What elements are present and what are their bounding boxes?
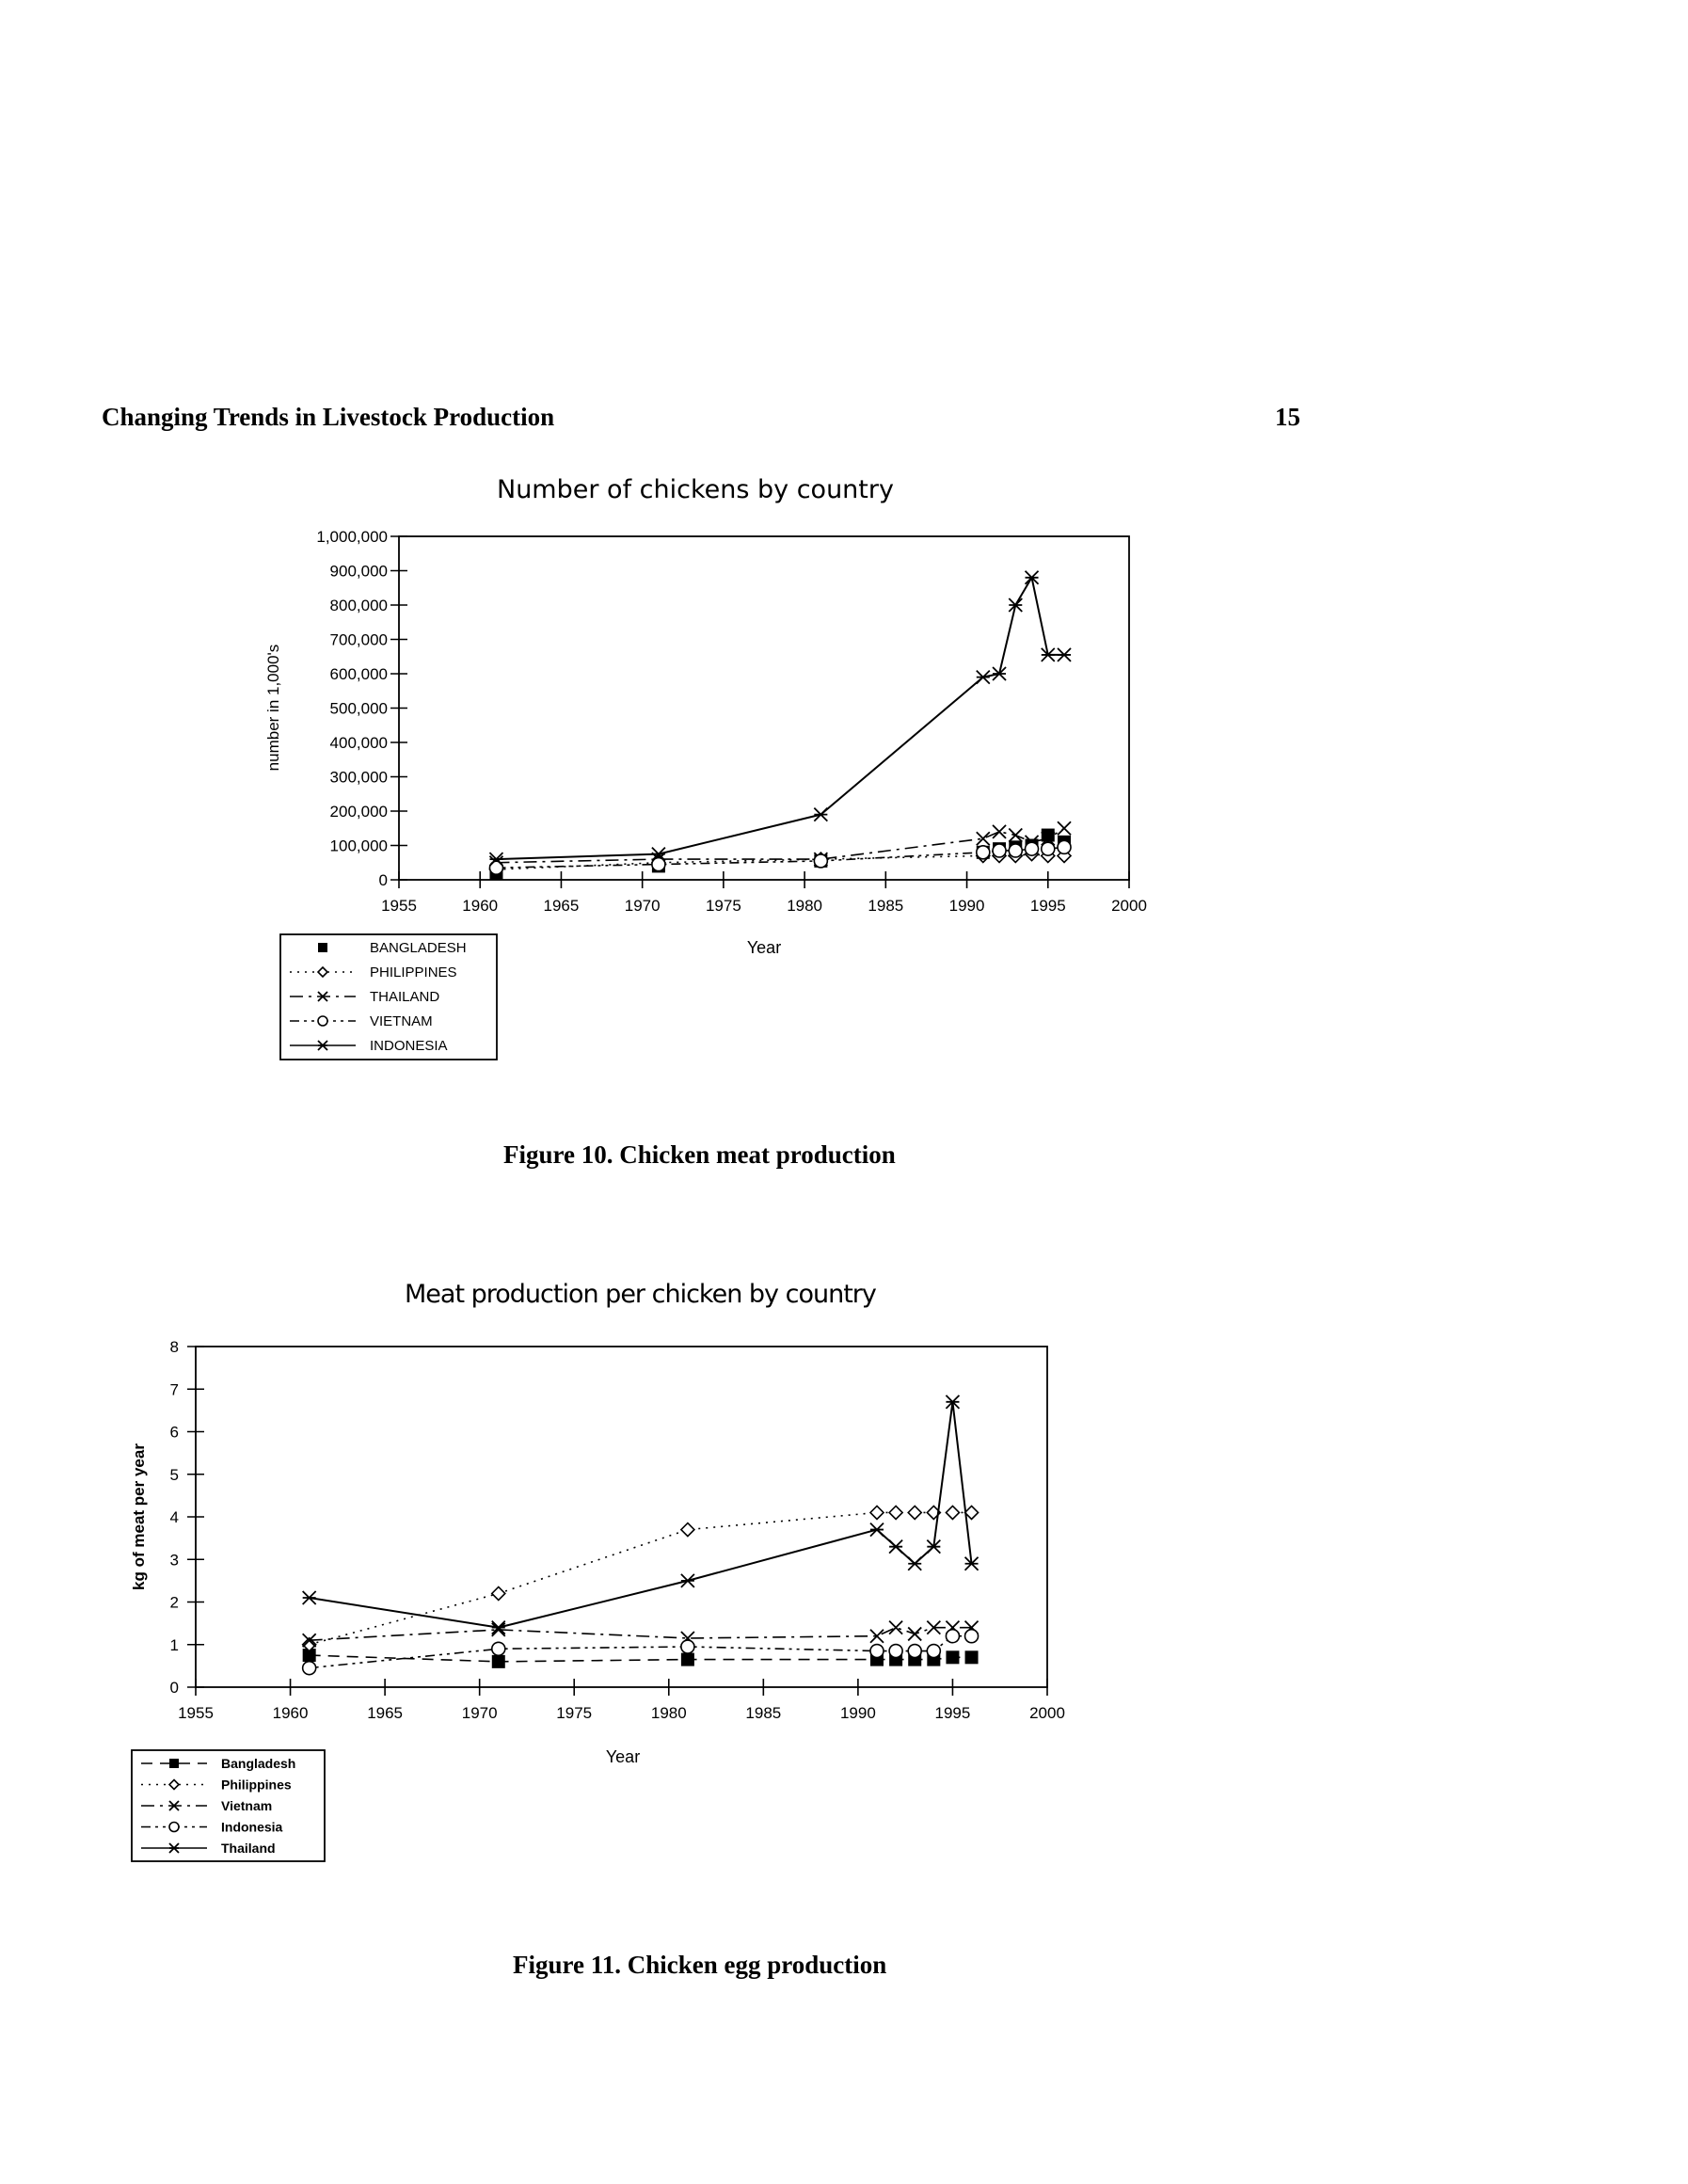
chart-title-chickens: Number of chickens by country xyxy=(497,475,894,504)
chart2-y-tick-label: 3 xyxy=(169,1551,179,1570)
chart1-legend-label-indonesia: INDONESIA xyxy=(370,1038,448,1054)
chart2-y-tick-label: 7 xyxy=(169,1380,179,1399)
chart1-data-point-vietnam xyxy=(977,846,990,859)
chart2-data-point-indonesia xyxy=(870,1645,884,1658)
chart1-x-tick-label: 1955 xyxy=(381,897,417,915)
chart2-data-point-bangladesh xyxy=(492,1655,505,1668)
chart2-data-point-thailand xyxy=(681,1574,694,1587)
chart2-data-point-vietnam xyxy=(908,1627,921,1640)
chart1-data-point-vietnam xyxy=(1042,842,1055,855)
chart2-y-tick-label: 8 xyxy=(169,1338,179,1356)
figure-10-caption: Figure 10. Chicken meat production xyxy=(503,1140,896,1169)
chart2-data-point-thailand xyxy=(889,1540,902,1554)
chart1-data-point-vietnam xyxy=(1026,842,1039,855)
chart1-y-tick-label: 200,000 xyxy=(329,803,388,821)
chart1-x-tick-label: 1980 xyxy=(787,897,823,915)
chart1-y-tick-label: 700,000 xyxy=(329,630,388,649)
figure-11-caption: Figure 11. Chicken egg production xyxy=(513,1951,887,1979)
chart1-data-point-thailand xyxy=(993,825,1006,838)
chart1-data-point-thailand xyxy=(1058,821,1071,835)
chart2-data-point-indonesia xyxy=(908,1645,921,1658)
chart2-plot-area xyxy=(196,1347,1047,1687)
chart2-y-tick-label: 2 xyxy=(169,1593,179,1612)
chart1-y-tick-label: 500,000 xyxy=(329,699,388,718)
chart2-data-point-bangladesh xyxy=(681,1653,694,1666)
chart2-data-point-thailand xyxy=(303,1591,316,1604)
chart2-y-axis-title: kg of meat per year xyxy=(130,1443,148,1590)
chart2-data-point-bangladesh xyxy=(965,1650,979,1664)
chart1-data-point-indonesia xyxy=(814,808,827,821)
chart2-y-tick-label: 1 xyxy=(169,1635,179,1654)
chart1-y-tick-label: 300,000 xyxy=(329,768,388,787)
chart1-legend-label-thailand: THAILAND xyxy=(370,989,440,1005)
chart2-data-point-indonesia xyxy=(965,1630,979,1643)
chart2-x-tick-label: 1985 xyxy=(745,1704,782,1722)
chart1-x-tick-label: 1960 xyxy=(462,897,499,915)
chart2-x-tick-label: 1995 xyxy=(934,1704,971,1722)
chart2-series-line-philippines xyxy=(310,1512,972,1644)
chart1-data-point-indonesia xyxy=(993,667,1006,680)
chart1-data-point-vietnam xyxy=(1009,844,1022,857)
chart1-x-tick-label: 1995 xyxy=(1029,897,1066,915)
chart2-data-point-indonesia xyxy=(946,1630,959,1643)
chart2-x-tick-label: 2000 xyxy=(1029,1704,1065,1722)
chart2-data-point-vietnam xyxy=(870,1630,884,1643)
chart1-data-point-indonesia xyxy=(1058,648,1071,662)
chart2-y-tick-label: 0 xyxy=(169,1679,179,1697)
chart-title-meat-per-chicken: Meat production per chicken by country xyxy=(405,1280,876,1309)
chart2-data-point-thailand xyxy=(492,1621,505,1634)
chart2-data-point-thailand xyxy=(870,1523,884,1537)
chart2-x-tick-label: 1990 xyxy=(839,1704,876,1722)
running-title: Changing Trends in Livestock Production xyxy=(102,403,555,431)
chart2-data-point-philippines xyxy=(908,1506,921,1519)
chart1-data-point-vietnam xyxy=(993,844,1006,857)
chart2-data-point-philippines xyxy=(946,1506,959,1519)
chart1-data-point-indonesia xyxy=(1042,648,1055,662)
chart1-legend-label-vietnam: VIETNAM xyxy=(370,1013,433,1029)
chart1-x-tick-label: 2000 xyxy=(1111,897,1147,915)
chart1-y-tick-label: 1,000,000 xyxy=(316,528,388,546)
chart1-y-tick-label: 900,000 xyxy=(329,562,388,581)
chart1-legend-label-bangladesh: BANGLADESH xyxy=(370,940,467,956)
chart1-legend-label-philippines: PHILIPPINES xyxy=(370,964,457,980)
chart1-data-point-vietnam xyxy=(814,854,827,868)
chart1-data-point-thailand xyxy=(1009,829,1022,842)
chart2-x-tick-label: 1965 xyxy=(367,1704,404,1722)
chart2-data-point-philippines xyxy=(492,1586,505,1600)
chart2-legend-label-bangladesh: Bangladesh xyxy=(221,1756,296,1771)
chart2-x-tick-label: 1980 xyxy=(650,1704,687,1722)
chart1-legend-marker-bangladesh xyxy=(318,943,327,952)
chart1-x-axis-title: Year xyxy=(746,938,782,957)
chart1-x-tick-label: 1975 xyxy=(705,897,741,915)
chart1-y-tick-label: 600,000 xyxy=(329,665,388,683)
chart2-y-tick-label: 5 xyxy=(169,1465,179,1484)
chart1-legend-marker-vietnam xyxy=(318,1016,327,1026)
chart2-data-point-bangladesh xyxy=(946,1650,959,1664)
chart2-y-tick-label: 6 xyxy=(169,1423,179,1442)
chart2-legend-label-indonesia: Indonesia xyxy=(221,1819,283,1835)
chart1-data-point-vietnam xyxy=(1058,840,1071,853)
chart1-x-tick-label: 1970 xyxy=(624,897,661,915)
chart2-data-point-philippines xyxy=(889,1506,902,1519)
chart2-series-line-vietnam xyxy=(310,1628,972,1641)
chart1-series-line-indonesia xyxy=(496,578,1064,859)
chart2-data-point-thailand xyxy=(908,1557,921,1570)
chart2-x-tick-label: 1970 xyxy=(461,1704,498,1722)
chart2-x-tick-label: 1955 xyxy=(178,1704,214,1722)
chart1-x-tick-label: 1990 xyxy=(948,897,985,915)
chart2-y-tick-label: 4 xyxy=(169,1508,179,1526)
chart1-data-point-indonesia xyxy=(1009,598,1022,612)
chart1-x-tick-label: 1965 xyxy=(543,897,580,915)
chart2-x-axis-title: Year xyxy=(605,1747,641,1766)
chart2-data-point-indonesia xyxy=(681,1640,694,1653)
chart2-legend-marker-indonesia xyxy=(169,1823,179,1832)
chart2-legend-label-philippines: Philippines xyxy=(221,1777,292,1793)
chart2-legend-label-thailand: Thailand xyxy=(221,1841,276,1856)
chart2-data-point-indonesia xyxy=(889,1645,902,1658)
chart2-data-point-indonesia xyxy=(927,1645,940,1658)
chart2-data-point-indonesia xyxy=(492,1642,505,1655)
chart2-legend-marker-bangladesh xyxy=(169,1759,179,1768)
chart2-data-point-philippines xyxy=(870,1506,884,1519)
chart2-data-point-philippines xyxy=(681,1523,694,1537)
chart1-y-tick-label: 800,000 xyxy=(329,597,388,614)
chart1-data-point-indonesia xyxy=(977,671,990,684)
chart2-x-tick-label: 1960 xyxy=(272,1704,309,1722)
chart2-x-tick-label: 1975 xyxy=(556,1704,593,1722)
chart1-y-axis-title: number in 1,000's xyxy=(264,644,282,772)
chart2-data-point-vietnam xyxy=(889,1621,902,1634)
chart2-legend-label-vietnam: Vietnam xyxy=(221,1798,273,1813)
chart2-data-point-indonesia xyxy=(303,1662,316,1675)
chart1-y-tick-label: 400,000 xyxy=(329,734,388,752)
chart1-x-tick-label: 1985 xyxy=(868,897,904,915)
chart1-y-tick-label: 100,000 xyxy=(329,837,388,855)
page-number: 15 xyxy=(1275,403,1300,431)
chart1-data-point-indonesia xyxy=(1026,571,1039,584)
chart1-y-tick-label: 0 xyxy=(378,871,388,889)
